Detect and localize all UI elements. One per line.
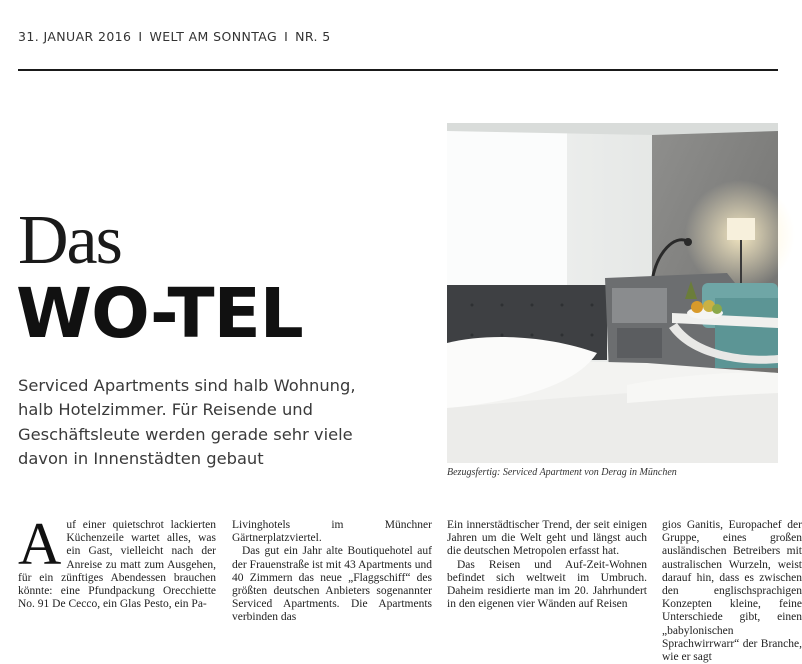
body-column-4 [662,519,802,664]
paragraph: Das gut ein Jahr alte Boutiquehotel auf der Frauenstraße ist mit 43 Apartments und 40 Zimmern das neue „Flaggschiff“ des größten deutschen Anbieters sogenannter Serviced Apartments. Die Apartments verbinden das [232,545,432,624]
masthead-rule [18,69,778,71]
paragraph: Livinghotels im Münchner Gärtnerplatzviertel. [232,519,432,545]
drop-cap: A [18,511,62,577]
article-photo [447,123,778,463]
body-column-3 [447,519,647,618]
masthead [18,29,331,44]
masthead-separator: I [138,29,143,44]
issue-date: 31. JANUAR 2016 [18,29,132,44]
masthead-separator: I [284,29,289,44]
article-dek: Serviced Apartments sind halb Wohnung, halb Hotelzimmer. Für Reisende und Geschäftsleute werden gerade sehr viele davon in Innenstädten gebaut [18,376,356,468]
issue-number: NR. 5 [295,29,331,44]
apartment-photo-illustration [447,123,778,463]
paragraph: Ein innerstädtischer Trend, der seit einigen Jahren um die Welt geht und längst auch die deutschen Metropolen erfasst hat. [447,519,647,558]
body-column-1 [18,511,216,618]
paragraph: uf einer quietschrot lackierten Küchenzeile wartet alles, was ein Gast, vielleicht nach der Anreise zu matt zum Ausgehen, für ein zünftiges Abendessen brauchen könnte: eine Pfundpackung Orecchiette No. 91 De Cecco, ein Glas Pesto, ein Pa- [18,519,216,611]
paragraph: Das Reisen und Auf-Zeit-Wohnen befindet sich weltweit im Umbruch. Daheim residierte man im 20. Jahrhundert in den eigenen vier Wänden auf Reisen [447,558,647,611]
headline: WO-TEL [16,274,303,354]
body-column-2 [232,519,432,624]
headline-kicker: Das [18,202,121,279]
paragraph: gios Ganitis, Europachef der Gruppe, eines großen ausländischen Betreibers mit australischen Wurzeln, weist darauf hin, dass es zwischen den englischsprachigen Konzepten kleine, feine Unterschiede gibt, einen „babylonischen Sprachwirrwarr“ der Branche, wie er sagt [662,519,802,664]
newspaper-name: WELT AM SONNTAG [149,29,278,44]
photo-caption: Bezugsfertig: Serviced Apartment von Derag in München [447,467,677,478]
